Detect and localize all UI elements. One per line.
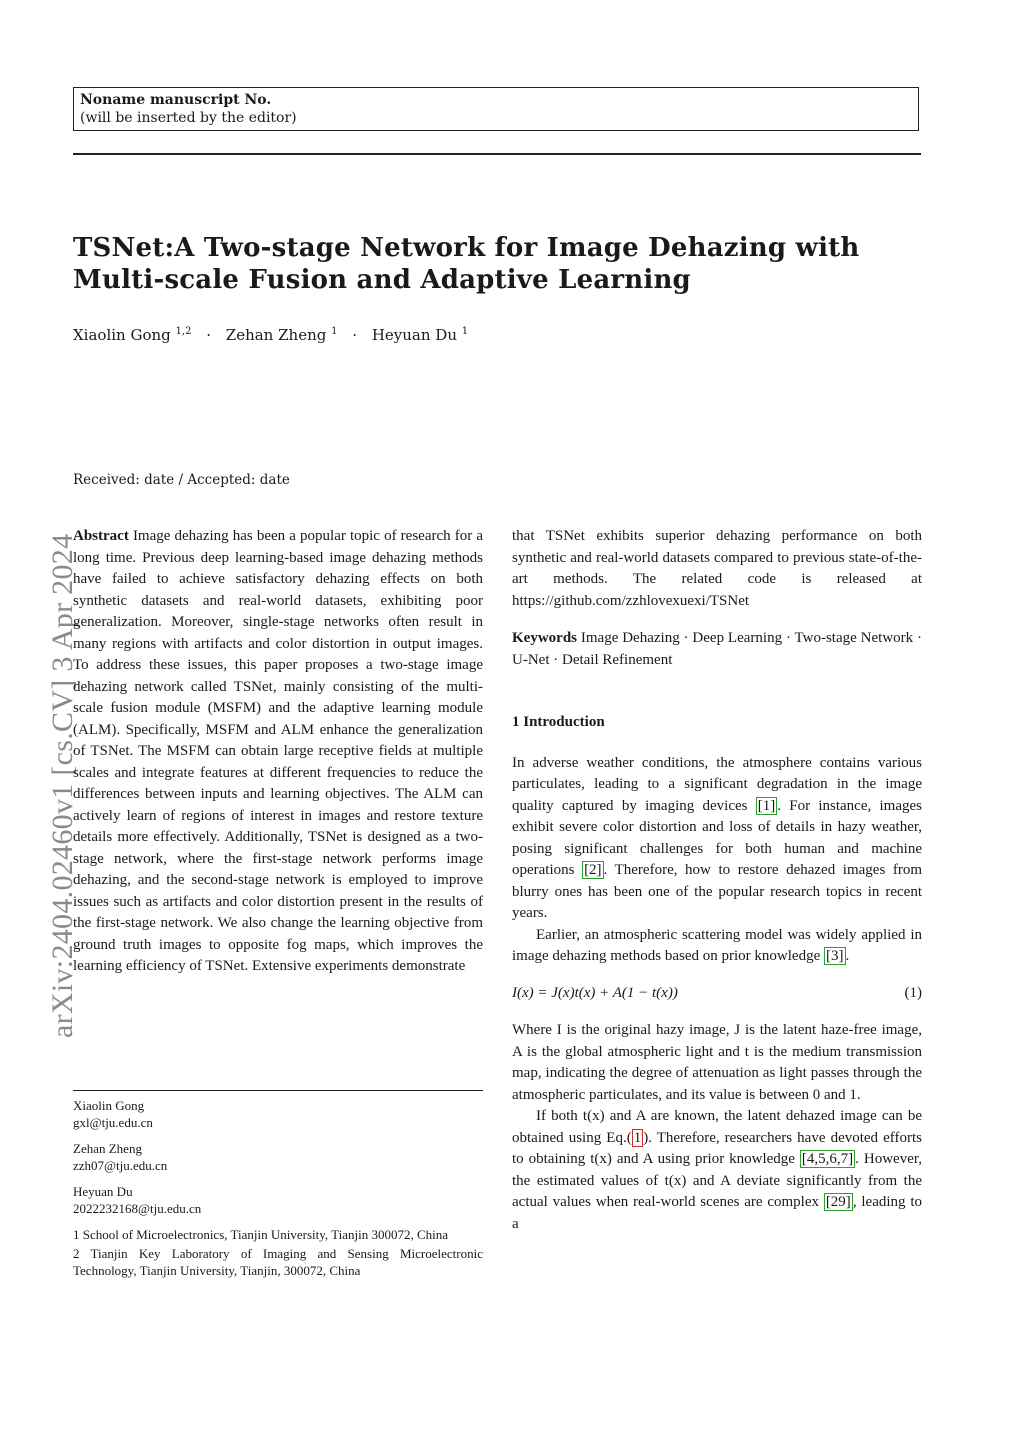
abstract <box>73 526 483 978</box>
author-affiliation: 1,2 <box>175 326 192 337</box>
intro-text: If both t(x) and A are known, the latent dehazed image can be obtained using Eq.( <box>512 1108 922 1146</box>
author-name: Xiaolin Gong <box>73 326 171 344</box>
intro-paragraph <box>512 1106 922 1235</box>
abstract-label: Abstract <box>73 528 129 544</box>
received-date: Received: date / Accepted: date <box>73 472 290 488</box>
keywords <box>512 628 922 671</box>
author-affiliation: 1 <box>331 326 338 337</box>
contact-name: Xiaolin Gong <box>73 1098 145 1113</box>
author-separator: · <box>352 326 358 344</box>
right-column <box>512 526 922 1235</box>
author-name: Heyuan Du <box>371 326 457 344</box>
equation <box>512 983 922 1005</box>
citation-link[interactable]: [1] <box>757 797 776 814</box>
editor-note-box <box>73 87 919 131</box>
author-list <box>73 322 468 345</box>
keywords-label: Keywords <box>512 630 577 646</box>
contact-email: 2022232168@tju.edu.cn <box>73 1201 202 1216</box>
intro-paragraph: Where I is the original hazy image, J is the latent haze-free image, A is the global atmospheric light and t is the medium transmission map, indicating the degree of attenuation as light passes through the atmospheric particulates, and its value is between 0 and 1. <box>512 1022 922 1103</box>
abstract-text: Image dehazing has been a popular topic of research for a long time. Previous deep learning-based image dehazing methods have failed to achieve satisfactory dehazing effects on both synthetic datasets and real-world datasets, exhibiting poor generalization. Moreover, single-stage networks often result in many regions with artifacts and color distortion in output images. To address these issues, this paper proposes a two-stage image dehazing network called TSNet, mainly consisting of the multi-scale fusion module (MSFM) and the adaptive learning module (ALM). Specifically, MSFM and ALM enhance the generalization of TSNet. The MSFM can obtain large receptive fields at multiple scales and integrate features at different frequencies to reduce the differences between inputs and learning objectives. The ALM can actively learn of regions of interest in images and restore texture details more effectively. Additionally, TSNet is designed as a two-stage network, where the first-stage network performs image dehazing, and the second-stage network is employed to improve issues such as artifacts and color distortion present in the results of the first-stage network. We also change the learning objective from ground truth images to opposite fog maps, which improves the learning efficiency of TSNet. Extensive experiments demonstrate <box>73 528 483 974</box>
intro-text: . However, the estimated values of t(x) and A deviate significantly from the actual values when real-world scenes are complex <box>512 1151 922 1210</box>
citation-link[interactable]: [3] <box>826 948 844 964</box>
affiliation: 2 Tianjin Key Laboratory of Imaging and Sensing Microelectronic Technology, Tianjin University, Tianjin, 300072, China <box>73 1246 483 1278</box>
left-column <box>73 526 483 978</box>
intro-text: ). Therefore, researchers have devoted efforts to obtaining t(x) and A using prior knowledge <box>512 1129 922 1167</box>
affiliation: 1 School of Microelectronics, Tianjin University, Tianjin 300072, China <box>73 1227 449 1242</box>
footnote-rule <box>73 1090 483 1091</box>
author-contact <box>73 1183 483 1217</box>
footnotes <box>73 1097 483 1281</box>
contact-name: Heyuan Du <box>73 1184 133 1199</box>
contact-email: zzh07@tju.edu.cn <box>73 1158 168 1173</box>
equation-number: (1) <box>904 984 922 1001</box>
citation-link[interactable]: [2] <box>584 862 602 878</box>
manuscript-number-label: Noname manuscript No. <box>80 92 272 108</box>
contact-email: gxl@tju.edu.cn <box>73 1115 153 1130</box>
citation-link[interactable]: [29] <box>825 1194 851 1210</box>
contact-name: Zehan Zheng <box>73 1141 142 1156</box>
intro-text: In adverse weather conditions, the atmosphere contains various particulates, leading to a significant degradation in the image quality captured by imaging devices <box>512 754 922 814</box>
intro-text: . <box>845 948 850 964</box>
author-contact <box>73 1140 483 1174</box>
header-rule <box>73 153 921 155</box>
equation-reference-link[interactable]: 1 <box>633 1129 642 1146</box>
intro-text: Earlier, an atmospheric scattering model was widely applied in image dehazing methods based on prior knowledge <box>512 926 922 964</box>
author-name: Zehan Zheng <box>225 326 327 344</box>
intro-text: , leading to a <box>512 1194 922 1232</box>
arxiv-stamp: arXiv:2404.02460v1 [cs.CV] 3 Apr 2024 <box>46 533 79 1038</box>
keywords-text: Image Dehazing · Deep Learning · Two-stage Network · U-Net · Detail Refinement <box>512 630 923 668</box>
paper-title: TSNet:A Two-stage Network for Image Dehazing with Multi-scale Fusion and Adaptive Learning <box>73 233 860 295</box>
section-heading: 1 Introduction <box>512 714 605 730</box>
author-contact <box>73 1097 483 1131</box>
intro-text: . For instance, images exhibit severe color distortion and loss of details in hazy weather, posing significant challenges for both human and machine operations <box>512 797 922 878</box>
author-affiliation: 1 <box>461 326 469 337</box>
citation-link[interactable]: [4,5,6,7] <box>801 1151 854 1167</box>
equation-body: I(x) = J(x)t(x) + A(1 − t(x)) <box>512 984 678 1001</box>
intro-paragraph <box>512 753 922 925</box>
intro-text: . Therefore, how to restore dehazed images from blurry ones has been one of the popular research topics in recent years. <box>512 862 923 921</box>
editor-note-text: (will be inserted by the editor) <box>80 110 297 126</box>
abstract-continued: that TSNet exhibits superior dehazing performance on both synthetic and real-world datasets compared to previous state-of-the-art methods. The related code is released at https://github.com/zzhlovexuexi/TSNet <box>512 528 922 609</box>
intro-paragraph <box>512 925 922 968</box>
author-separator: · <box>206 326 211 344</box>
